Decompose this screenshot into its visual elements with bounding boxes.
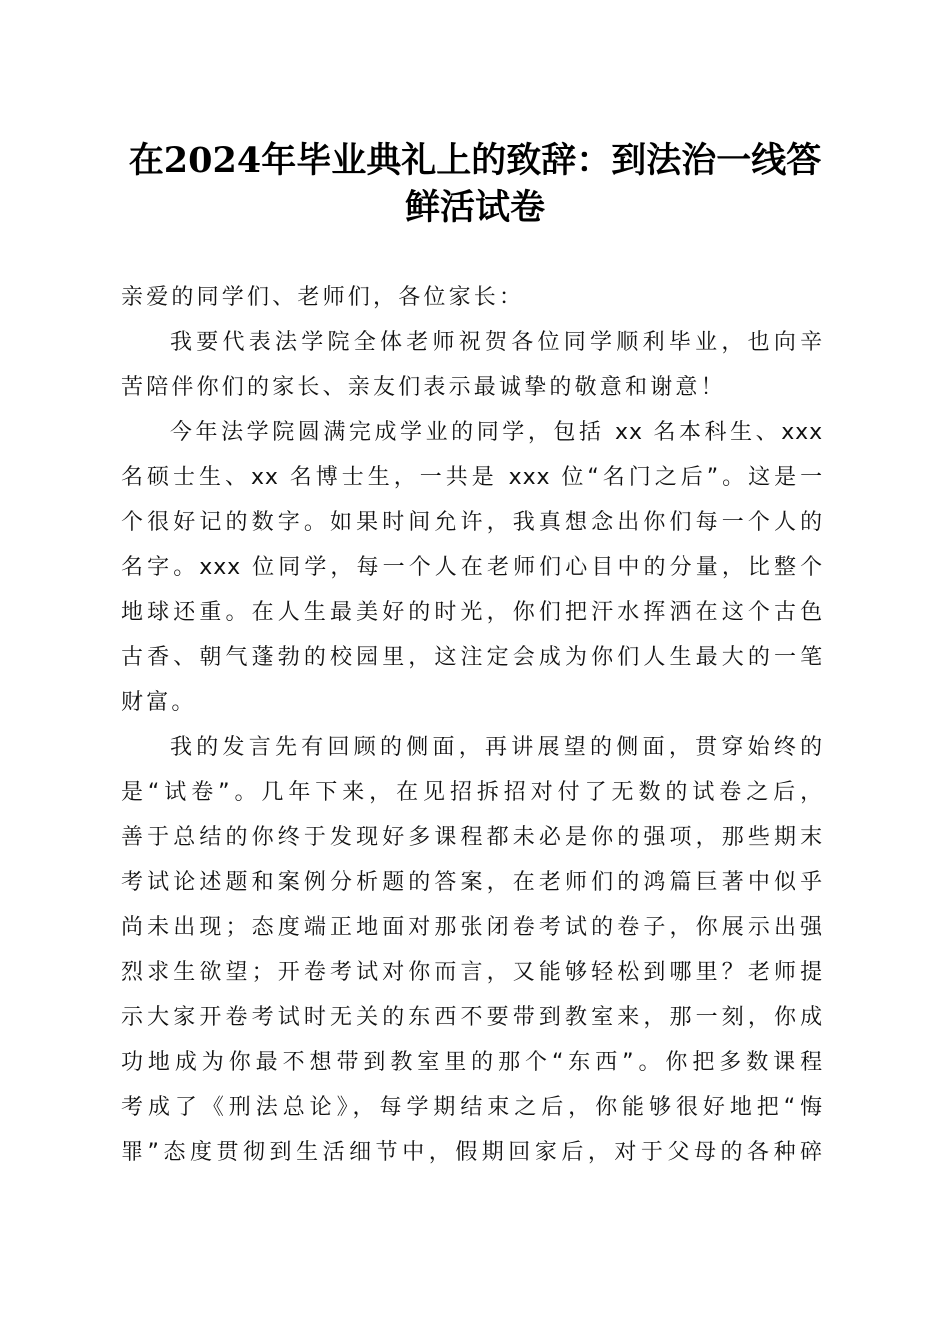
paragraph-2-line-2: 名硕士生、xx 名博士生，一共是 xxx 位“名门之后”。这是一 <box>121 465 823 490</box>
paragraph-3-line-1: 我的发言先有回顾的侧面，再讲展望的侧面，贯穿始终的 <box>170 735 823 760</box>
paragraph-2-line-1: 今年法学院圆满完成学业的同学，包括 xx 名本科生、xxx <box>170 420 823 445</box>
paragraph-3-line-3: 善于总结的你终于发现好多课程都未必是你的强项，那些期末 <box>121 825 823 850</box>
paragraph-3-line-10: 罪”态度贯彻到生活细节中，假期回家后，对于父母的各种碎 <box>121 1140 823 1165</box>
paragraph-2-line-6: 古香、朝气蓬勃的校园里，这注定会成为你们人生最大的一笔 <box>121 645 823 670</box>
paragraph-3-line-9: 考成了《刑法总论》，每学期结束之后，你能够很好地把“悔 <box>121 1095 823 1120</box>
document-title-line-1: 在2024年毕业典礼上的致辞：到法治一线答 <box>128 140 822 181</box>
paragraph-3-line-4: 考试论述题和案例分析题的答案，在老师们的鸿篇巨著中似乎 <box>121 870 823 895</box>
paragraph-3-line-2: 是“试卷”。几年下来，在见招拆招对付了无数的试卷之后， <box>121 780 823 805</box>
paragraph-2-line-7: 财富。 <box>121 690 197 715</box>
paragraph-3-line-5: 尚未出现；态度端正地面对那张闭卷考试的卷子，你展示出强 <box>121 915 823 940</box>
paragraph-3-line-8: 功地成为你最不想带到教室里的那个“东西”。你把多数课程 <box>121 1050 823 1075</box>
document-title-line-2: 鲜活试卷 <box>404 187 545 228</box>
salutation: 亲爱的同学们、老师们，各位家长： <box>121 285 525 310</box>
paragraph-3-line-6: 烈求生欲望；开卷考试对你而言，又能够轻松到哪里？老师提 <box>121 960 823 985</box>
paragraph-2-line-3: 个很好记的数字。如果时间允许，我真想念出你们每一个人的 <box>121 510 823 535</box>
paragraph-1-line-1: 我要代表法学院全体老师祝贺各位同学顺利毕业，也向辛 <box>170 330 823 355</box>
paragraph-2-line-4: 名字。xxx 位同学，每一个人在老师们心目中的分量，比整个 <box>121 555 823 580</box>
paragraph-2-line-5: 地球还重。在人生最美好的时光，你们把汗水挥洒在这个古色 <box>121 600 823 625</box>
paragraph-1-line-2: 苦陪伴你们的家长、亲友们表示最诚挚的敬意和谢意！ <box>121 375 726 400</box>
paragraph-3-line-7: 示大家开卷考试时无关的东西不要带到教室来，那一刻，你成 <box>121 1005 823 1030</box>
